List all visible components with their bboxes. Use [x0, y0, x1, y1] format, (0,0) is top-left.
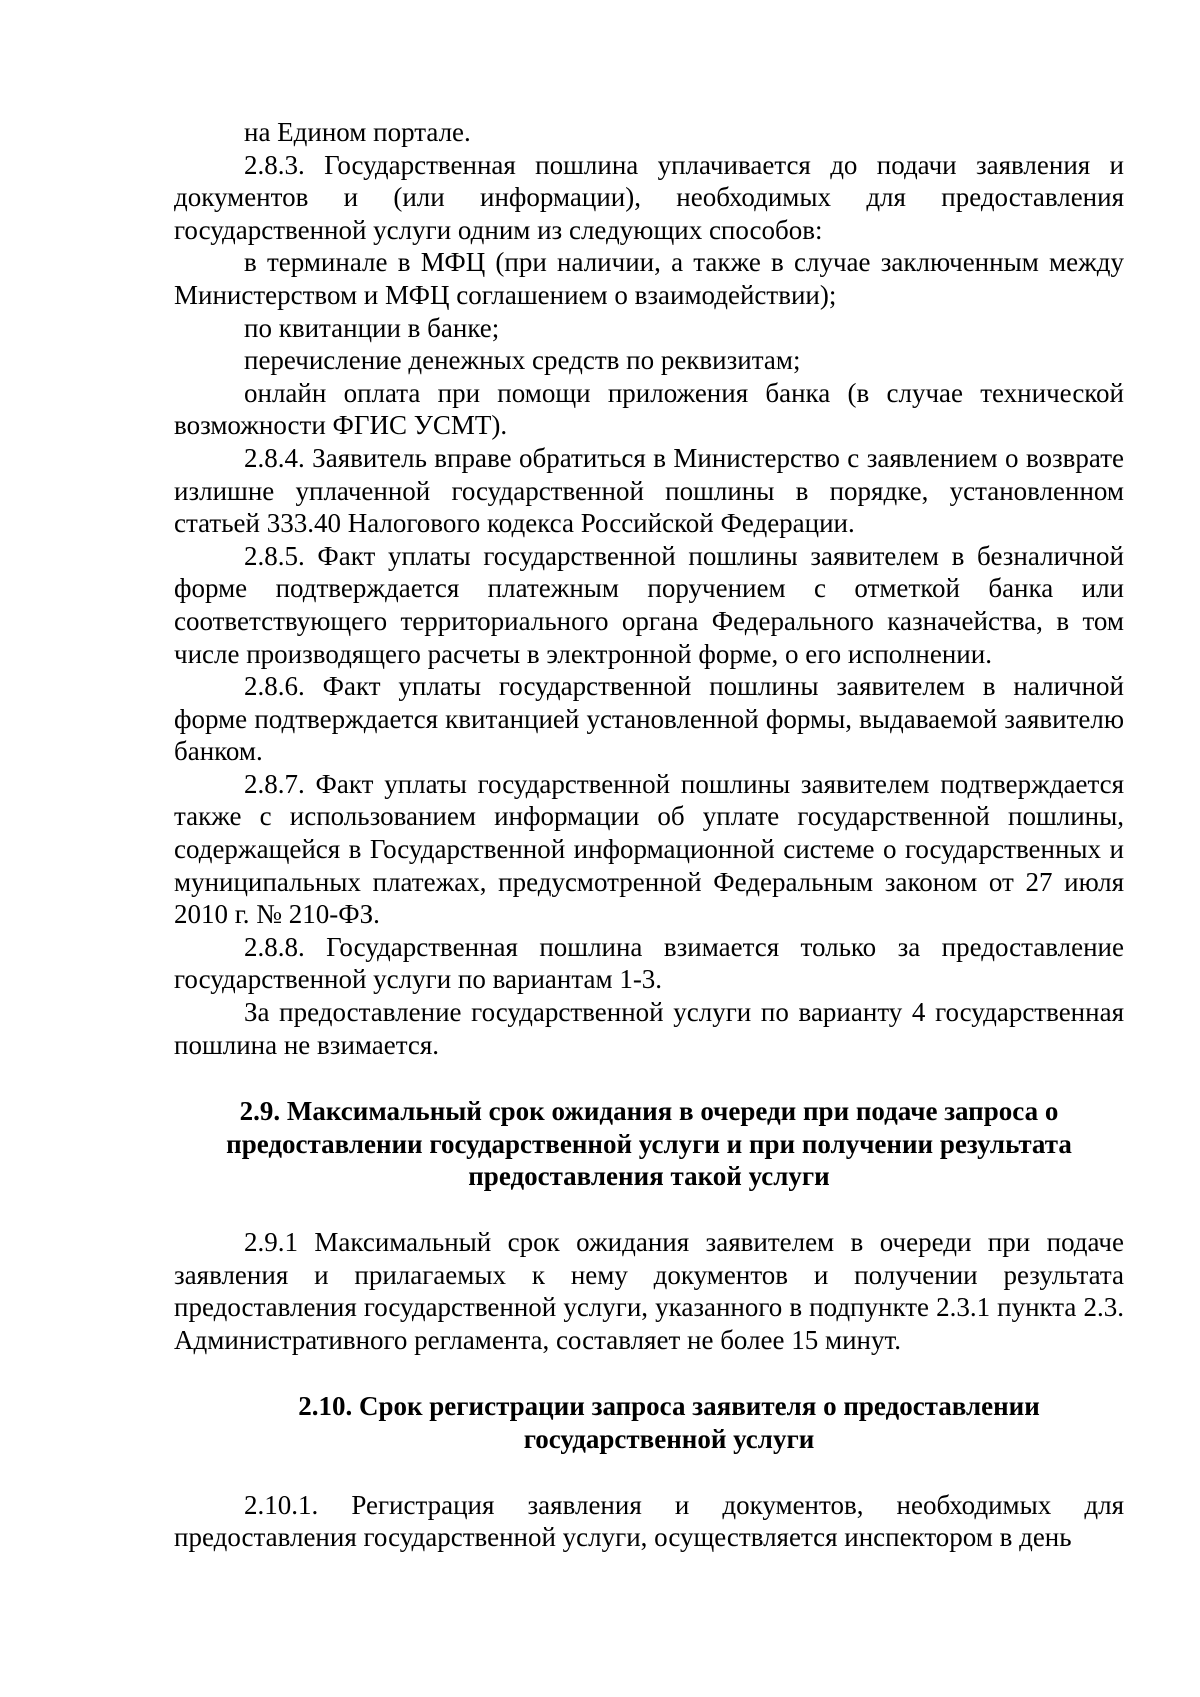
paragraph-2-10-1: 2.10.1. Регистрация заявления и документов, необходимых для предоставления государственной услуги, осуществляется инспектором в день: [174, 1489, 1124, 1553]
heading-section-2-10: 2.10. Срок регистрации запроса заявителя о предоставлении государственной услуги: [298, 1391, 1040, 1454]
paragraph-2-9-1: 2.9.1 Максимальный срок ожидания заявителем в очереди при подаче заявления и прилагаемых к нему документов и получении результата предоставления государственной услуги, указанного в подпункте 2.3.1 пункта 2.3. Административного регламента, составляет не более 15 минут.: [174, 1227, 1124, 1355]
paragraph-payment-terminal: в терминале в МФЦ (при наличии, а также в случае заключенным между Министерством и МФЦ соглашением о взаимодействии);: [174, 247, 1124, 310]
heading-section-2-9: 2.9. Максимальный срок ожидания в очереди при подаче запроса о предоставлении государственной услуги и при получении результата предоставления такой услуги: [226, 1096, 1072, 1192]
paragraph-2-8-6: 2.8.6. Факт уплаты государственной пошлины заявителем в наличной форме подтверждается квитанцией установленной формы, выдаваемой заявителю банком.: [174, 671, 1124, 767]
paragraph-payment-online: онлайн оплата при помощи приложения банка (в случае технической возможности ФГИС УСМТ).: [174, 377, 1124, 441]
paragraph-payment-bank-receipt: по квитанции в банке;: [244, 312, 500, 343]
paragraph-variant-4: За предоставление государственной услуги по варианту 4 государственная пошлина не взимается.: [174, 997, 1124, 1060]
paragraph-portal-continuation: на Едином портале.: [244, 117, 471, 147]
paragraph-2-8-7: 2.8.7. Факт уплаты государственной пошлины заявителем подтверждается также с использованием информации об уплате государственной пошлины, содержащейся в Государственной информационной системе о государственных и муниципальных платежах, предусмотренной Федеральным законом от 27 июля 2010 г. № 210-ФЗ.: [174, 768, 1124, 930]
paragraph-2-8-5: 2.8.5. Факт уплаты государственной пошлины заявителем в безналичной форме подтверждается платежным поручением с отметкой банка или соответствующего территориального органа Федерального казначейства, в том числе производящего расчеты в электронной форме, о его исполнении.: [174, 540, 1124, 669]
document-body: [174, 116, 1124, 1554]
paragraph-2-8-8: 2.8.8. Государственная пошлина взимается только за предоставление государственной услуги по вариантам 1-3.: [174, 931, 1124, 995]
paragraph-payment-transfer: перечисление денежных средств по реквизитам;: [244, 345, 801, 376]
paragraph-2-8-3: 2.8.3. Государственная пошлина уплачивается до подачи заявления и документов и (или информации), необходимых для предоставления государственной услуги одним из следующих способов:: [174, 149, 1124, 245]
paragraph-2-8-4: 2.8.4. Заявитель вправе обратиться в Министерство с заявлением о возврате излишне уплаченной государственной пошлины в порядке, установленном статьей 333.40 Налогового кодекса Российской Федерации.: [174, 442, 1124, 539]
